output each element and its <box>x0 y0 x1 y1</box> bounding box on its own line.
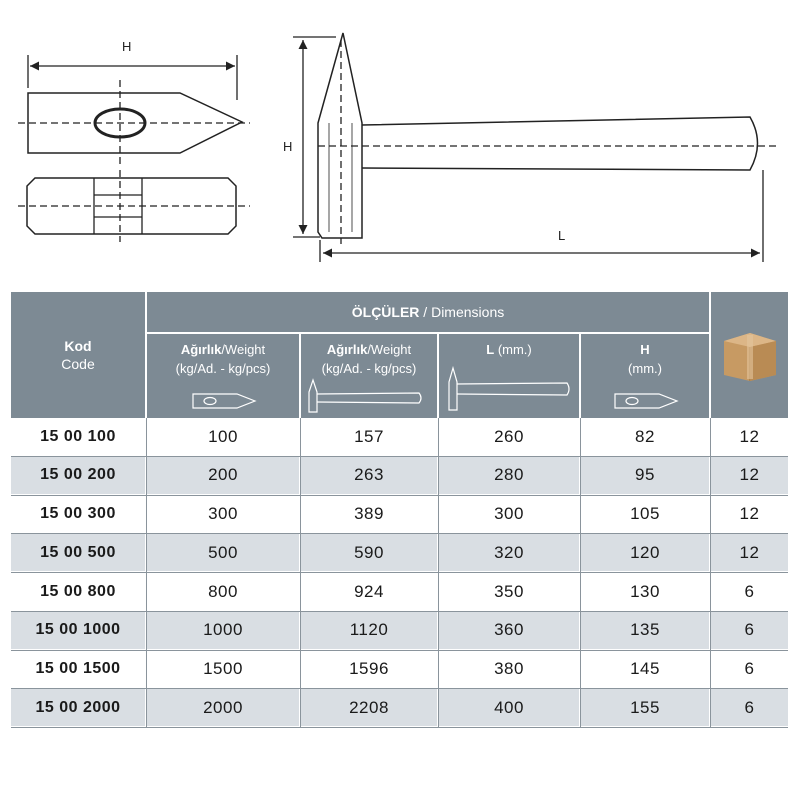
length-header-tr: L <box>486 342 495 357</box>
pack-quantity-cell: 6 <box>711 651 788 688</box>
height-cell: 135 <box>581 612 709 649</box>
weight-total-header-tr: Ağırlık <box>326 342 368 357</box>
length-column-header <box>439 334 579 418</box>
dimensions-header-tr: ÖLÇÜLER <box>351 304 420 320</box>
pack-quantity-cell: 6 <box>711 689 788 726</box>
weight-total-cell: 1120 <box>301 612 437 649</box>
weight-head-header-tr: Ağırlık <box>180 342 222 357</box>
weight-total-cell: 1596 <box>301 651 437 688</box>
hammer-length-icon <box>439 364 579 414</box>
pack-quantity-cell: 12 <box>711 534 788 571</box>
hammer-head-icon <box>147 386 299 414</box>
weight-head-cell: 800 <box>147 573 299 610</box>
length-cell: 260 <box>439 418 579 455</box>
table-row <box>11 496 788 533</box>
weight-head-column-header <box>147 334 299 418</box>
code-column-header <box>11 292 145 418</box>
row-divider <box>11 727 788 728</box>
height-cell: 120 <box>581 534 709 571</box>
specifications-table <box>11 292 788 728</box>
weight-head-cell: 500 <box>147 534 299 571</box>
weight-total-cell: 263 <box>301 457 437 494</box>
pack-quantity-cell: 12 <box>711 496 788 533</box>
length-cell: 320 <box>439 534 579 571</box>
table-row <box>11 573 788 610</box>
weight-head-unit: (kg/Ad. - kg/pcs) <box>175 361 271 376</box>
weight-head-cell: 1500 <box>147 651 299 688</box>
length-cell: 350 <box>439 573 579 610</box>
code-cell: 15 00 500 <box>11 534 145 571</box>
code-header-en: Code <box>61 356 95 372</box>
height-cell: 155 <box>581 689 709 726</box>
weight-total-cell: 924 <box>301 573 437 610</box>
weight-total-cell: 389 <box>301 496 437 533</box>
code-cell: 15 00 200 <box>11 457 145 494</box>
height-header-unit: (mm.) <box>628 361 662 376</box>
weight-head-cell: 200 <box>147 457 299 494</box>
code-header-tr: Kod <box>64 338 92 354</box>
package-quantity-header <box>711 292 788 418</box>
hammer-side-view <box>293 33 778 262</box>
weight-total-unit: (kg/Ad. - kg/pcs) <box>321 361 417 376</box>
weight-head-header-en: /Weight <box>221 342 266 357</box>
column-divider <box>300 418 301 728</box>
weight-total-cell: 157 <box>301 418 437 455</box>
length-cell: 400 <box>439 689 579 726</box>
head-side-view <box>18 170 250 242</box>
column-divider <box>710 418 711 728</box>
column-divider <box>580 418 581 728</box>
table-row <box>11 612 788 649</box>
dimensions-header <box>147 292 709 332</box>
weight-head-cell: 1000 <box>147 612 299 649</box>
column-divider <box>438 418 439 728</box>
height-header-tr: H <box>640 342 650 357</box>
side-h-label: H <box>283 139 293 154</box>
weight-head-cell: 300 <box>147 496 299 533</box>
pack-quantity-cell: 12 <box>711 457 788 494</box>
hammer-head-icon <box>581 386 709 414</box>
height-cell: 82 <box>581 418 709 455</box>
weight-head-cell: 2000 <box>147 689 299 726</box>
length-cell: 360 <box>439 612 579 649</box>
length-cell: 300 <box>439 496 579 533</box>
height-cell: 105 <box>581 496 709 533</box>
weight-total-cell: 2208 <box>301 689 437 726</box>
hammer-technical-drawing <box>0 0 800 280</box>
weight-total-header-en: /Weight <box>367 342 412 357</box>
table-row <box>11 651 788 688</box>
code-cell: 15 00 100 <box>11 418 145 455</box>
code-cell: 15 00 1500 <box>11 651 145 688</box>
dimensions-header-en: / Dimensions <box>419 304 505 320</box>
table-row <box>11 689 788 726</box>
pack-quantity-cell: 6 <box>711 612 788 649</box>
weight-total-cell: 590 <box>301 534 437 571</box>
code-cell: 15 00 2000 <box>11 689 145 726</box>
cardboard-box-icon <box>720 327 780 383</box>
height-cell: 130 <box>581 573 709 610</box>
head-top-view <box>18 55 250 165</box>
table-row <box>11 534 788 571</box>
table-row <box>11 457 788 494</box>
length-header-unit: (mm.) <box>494 342 532 357</box>
weight-head-cell: 100 <box>147 418 299 455</box>
column-divider <box>146 418 147 728</box>
table-row <box>11 418 788 455</box>
weight-total-column-header <box>301 334 437 418</box>
pack-quantity-cell: 6 <box>711 573 788 610</box>
hammer-icon <box>301 378 437 414</box>
code-cell: 15 00 1000 <box>11 612 145 649</box>
height-cell: 145 <box>581 651 709 688</box>
length-cell: 280 <box>439 457 579 494</box>
height-cell: 95 <box>581 457 709 494</box>
length-cell: 380 <box>439 651 579 688</box>
length-label: L <box>558 228 566 243</box>
code-cell: 15 00 800 <box>11 573 145 610</box>
head-top-h-label: H <box>122 39 132 54</box>
height-column-header <box>581 334 709 418</box>
code-cell: 15 00 300 <box>11 496 145 533</box>
pack-quantity-cell: 12 <box>711 418 788 455</box>
